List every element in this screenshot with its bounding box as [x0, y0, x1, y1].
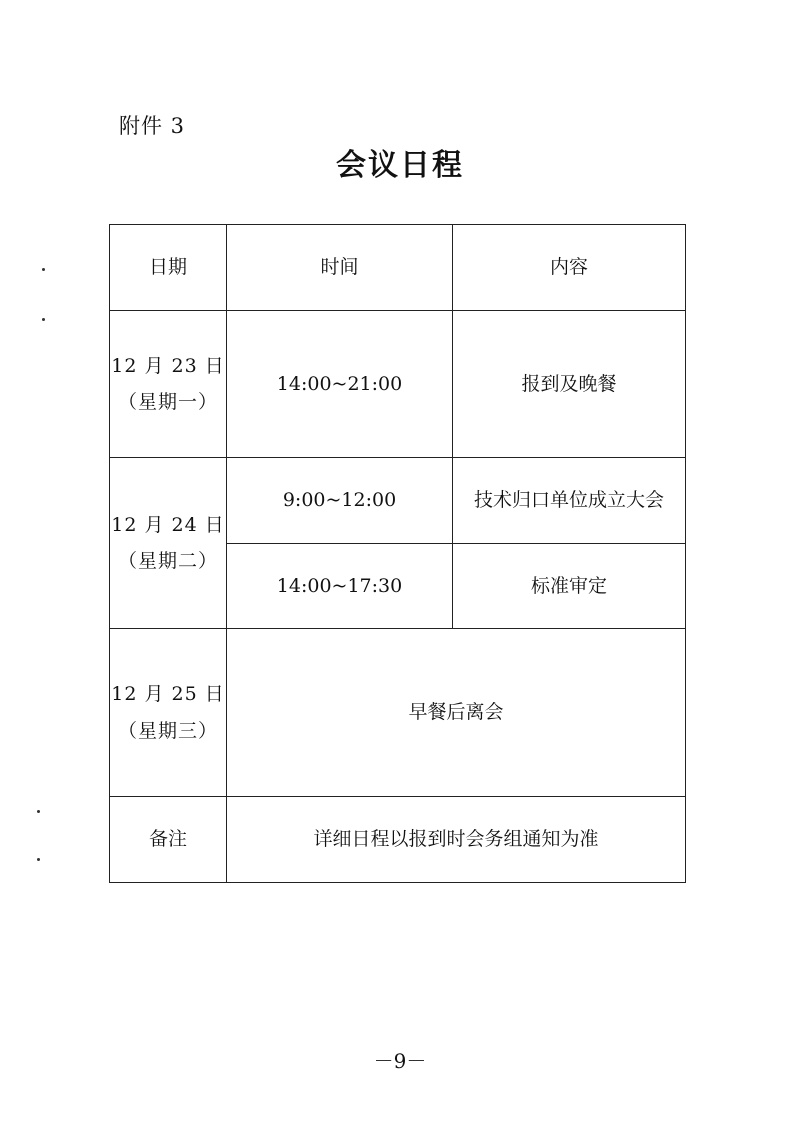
note-row [110, 797, 686, 883]
date-text: 12 月 24 日 [111, 513, 225, 536]
header-date: 日期 [110, 225, 227, 311]
time-cell: 14:00~21:00 [227, 311, 453, 458]
schedule-table [109, 224, 686, 883]
content-cell: 早餐后离会 [227, 629, 686, 797]
time-cell: 9:00~12:00 [227, 458, 453, 544]
page-number: －9－ [373, 1049, 427, 1073]
scan-mark [42, 268, 45, 271]
table-row [110, 629, 686, 797]
content-cell: 报到及晚餐 [453, 311, 686, 458]
scan-mark [42, 318, 45, 321]
content-cell: 标准审定 [453, 544, 686, 629]
scan-mark [37, 810, 40, 813]
note-label: 备注 [110, 797, 227, 883]
date-cell [110, 458, 227, 629]
weekday-text: （星期二） [117, 550, 218, 572]
note-text: 详细日程以报到时会务组通知为准 [227, 797, 686, 883]
scan-mark [37, 858, 40, 861]
date-text: 12 月 25 日 [111, 683, 225, 706]
weekday-text: （星期三） [117, 719, 218, 742]
content-cell: 技术归口单位成立大会 [453, 458, 686, 544]
date-cell [110, 629, 227, 797]
weekday-text: （星期一） [117, 391, 218, 413]
header-time: 时间 [227, 225, 453, 311]
page-title: 会议日程 [336, 148, 464, 183]
table-row [110, 458, 686, 544]
table-row [110, 311, 686, 458]
attachment-label: 附件 3 [119, 114, 186, 138]
header-content: 内容 [453, 225, 686, 311]
table-header-row [110, 225, 686, 311]
date-text: 12 月 23 日 [111, 354, 225, 377]
time-cell: 14:00~17:30 [227, 544, 453, 629]
date-cell [110, 311, 227, 458]
